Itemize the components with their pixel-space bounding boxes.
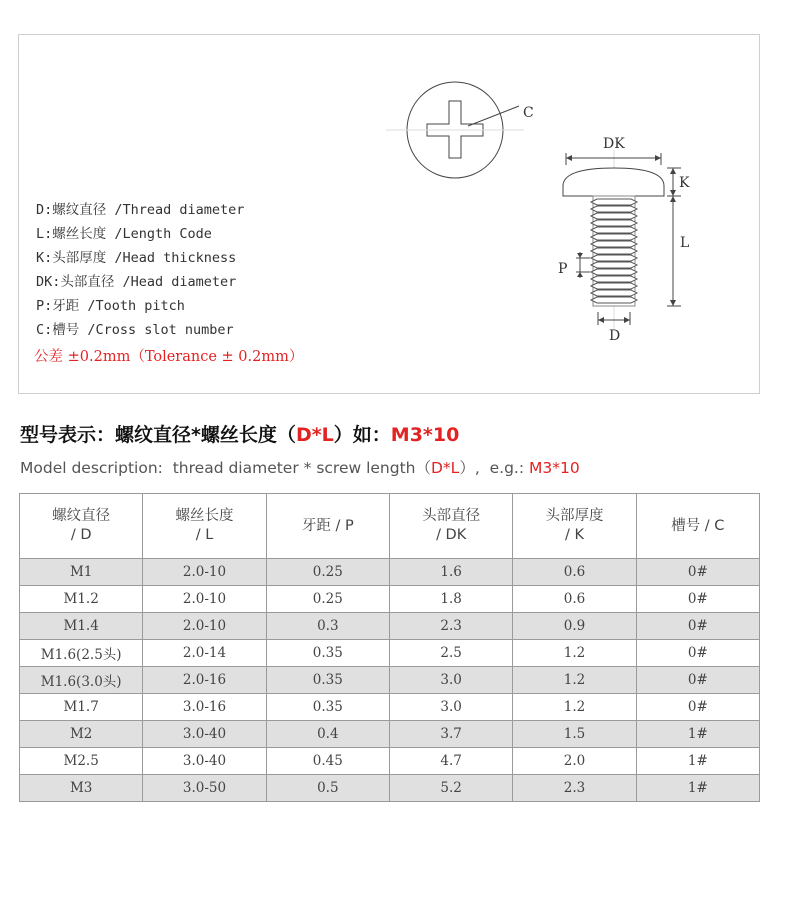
legend-p: P:牙距 /Tooth pitch (36, 298, 185, 314)
cell-head-thickness: 1.5 (513, 721, 636, 748)
label-l: L (680, 235, 690, 251)
cell-head-thickness: 1.2 (513, 694, 636, 721)
thread-crest (591, 290, 637, 296)
cell-head-diameter: 5.2 (389, 775, 512, 802)
cell-pitch: 0.35 (266, 640, 389, 667)
thread-crest (591, 283, 637, 289)
table-row (20, 748, 760, 775)
subheading-middle: ）, e.g.: (459, 459, 529, 477)
thread-crest (591, 220, 637, 226)
cell-pitch: 0.45 (266, 748, 389, 775)
header-head-diameter: 头部直径 / DK (389, 494, 512, 559)
table-row (20, 775, 760, 802)
cell-head-diameter: 4.7 (389, 748, 512, 775)
cell-slot: 0# (636, 586, 759, 613)
cell-slot: 1# (636, 748, 759, 775)
cell-slot: 0# (636, 613, 759, 640)
thread-crest (591, 269, 637, 275)
cell-length: 3.0-40 (143, 748, 266, 775)
cell-head-diameter: 3.0 (389, 667, 512, 694)
model-heading-en (20, 456, 580, 478)
cell-head-thickness: 0.9 (513, 613, 636, 640)
subheading-example: M3*10 (529, 459, 580, 477)
subheading-prefix: Model description: thread diameter * screw length（ (20, 459, 431, 477)
spec-table (19, 493, 760, 802)
cell-head-diameter: 1.8 (389, 586, 512, 613)
table-row (20, 667, 760, 694)
table-row (20, 640, 760, 667)
cell-pitch: 0.5 (266, 775, 389, 802)
cell-slot: 1# (636, 721, 759, 748)
header-head-thickness: 头部厚度 / K (513, 494, 636, 559)
thread-crest (591, 262, 637, 268)
label-d: D (609, 328, 621, 344)
screw-head (563, 168, 664, 196)
thread-crest (591, 241, 637, 247)
label-dk: DK (603, 136, 625, 152)
cell-length: 2.0-10 (143, 586, 266, 613)
cell-pitch: 0.3 (266, 613, 389, 640)
legend-k: K:头部厚度 /Head thickness (36, 250, 237, 266)
cell-length: 2.0-14 (143, 640, 266, 667)
cell-head-diameter: 2.3 (389, 613, 512, 640)
cell-pitch: 0.25 (266, 586, 389, 613)
table-row (20, 694, 760, 721)
cell-head-diameter: 1.6 (389, 559, 512, 586)
cell-length: 3.0-16 (143, 694, 266, 721)
cell-pitch: 0.25 (266, 559, 389, 586)
cell-thread-diameter: M2 (20, 721, 143, 748)
cell-length: 3.0-50 (143, 775, 266, 802)
thread-crest (591, 297, 637, 303)
thread-crest (591, 255, 637, 261)
cell-head-thickness: 2.0 (513, 748, 636, 775)
thread-crest (591, 227, 637, 233)
table-row (20, 559, 760, 586)
legend-l: L:螺丝长度 /Length Code (36, 226, 212, 242)
cell-thread-diameter: M1.6(2.5头) (20, 640, 143, 667)
tolerance-note: 公差 ±0.2mm（Tolerance ± 0.2mm） (34, 349, 304, 365)
model-heading-cn (20, 420, 459, 447)
table-row (20, 613, 760, 640)
heading-example: M3*10 (390, 424, 460, 446)
legend-dk: DK:头部直径 /Head diameter (36, 274, 237, 290)
cell-thread-diameter: M1 (20, 559, 143, 586)
cell-head-thickness: 0.6 (513, 559, 636, 586)
header-pitch: 牙距 / P (266, 494, 389, 559)
cell-thread-diameter: M1.7 (20, 694, 143, 721)
screw-side-view (563, 150, 681, 330)
leader-c (468, 106, 519, 126)
thread-crest (591, 276, 637, 282)
cell-slot: 0# (636, 667, 759, 694)
thread-crest (591, 199, 637, 205)
legend-d: D:螺纹直径 /Thread diameter (36, 202, 245, 218)
label-k: K (679, 175, 690, 191)
parameter-legend (36, 198, 244, 342)
cell-pitch: 0.4 (266, 721, 389, 748)
header-length: 螺丝长度 / L (143, 494, 266, 559)
table-row (20, 721, 760, 748)
heading-prefix: 型号表示：螺纹直径*螺丝长度（ (20, 424, 296, 446)
cell-pitch: 0.35 (266, 694, 389, 721)
cell-slot: 0# (636, 640, 759, 667)
thread-crest (591, 213, 637, 219)
cell-pitch: 0.35 (266, 667, 389, 694)
header-thread-diameter: 螺纹直径 / D (20, 494, 143, 559)
cell-head-thickness: 1.2 (513, 667, 636, 694)
cell-head-thickness: 0.6 (513, 586, 636, 613)
label-p: P (558, 261, 568, 277)
heading-highlight: D*L (295, 424, 334, 446)
cell-slot: 0# (636, 694, 759, 721)
cell-thread-diameter: M1.4 (20, 613, 143, 640)
cell-head-diameter: 2.5 (389, 640, 512, 667)
cell-length: 2.0-10 (143, 613, 266, 640)
table-header-row (20, 494, 760, 559)
cell-thread-diameter: M1.6(3.0头) (20, 667, 143, 694)
cell-length: 2.0-16 (143, 667, 266, 694)
cell-slot: 0# (636, 559, 759, 586)
subheading-highlight: D*L (431, 459, 460, 477)
thread-crest (591, 234, 637, 240)
cell-head-diameter: 3.0 (389, 694, 512, 721)
cell-head-thickness: 1.2 (513, 640, 636, 667)
cell-length: 2.0-10 (143, 559, 266, 586)
thread-crest (591, 248, 637, 254)
label-c: C (523, 105, 534, 121)
cell-length: 3.0-40 (143, 721, 266, 748)
cell-head-diameter: 3.7 (389, 721, 512, 748)
spec-table-body (20, 559, 760, 802)
cell-slot: 1# (636, 775, 759, 802)
head-top-view (386, 82, 524, 178)
table-row (20, 586, 760, 613)
thread-lines (591, 199, 637, 303)
cell-thread-diameter: M3 (20, 775, 143, 802)
heading-middle: ）如： (333, 424, 391, 446)
cell-thread-diameter: M2.5 (20, 748, 143, 775)
legend-c: C:槽号 /Cross slot number (36, 322, 234, 338)
thread-crest (591, 206, 637, 212)
cell-head-thickness: 2.3 (513, 775, 636, 802)
cell-thread-diameter: M1.2 (20, 586, 143, 613)
header-slot: 槽号 / C (636, 494, 759, 559)
